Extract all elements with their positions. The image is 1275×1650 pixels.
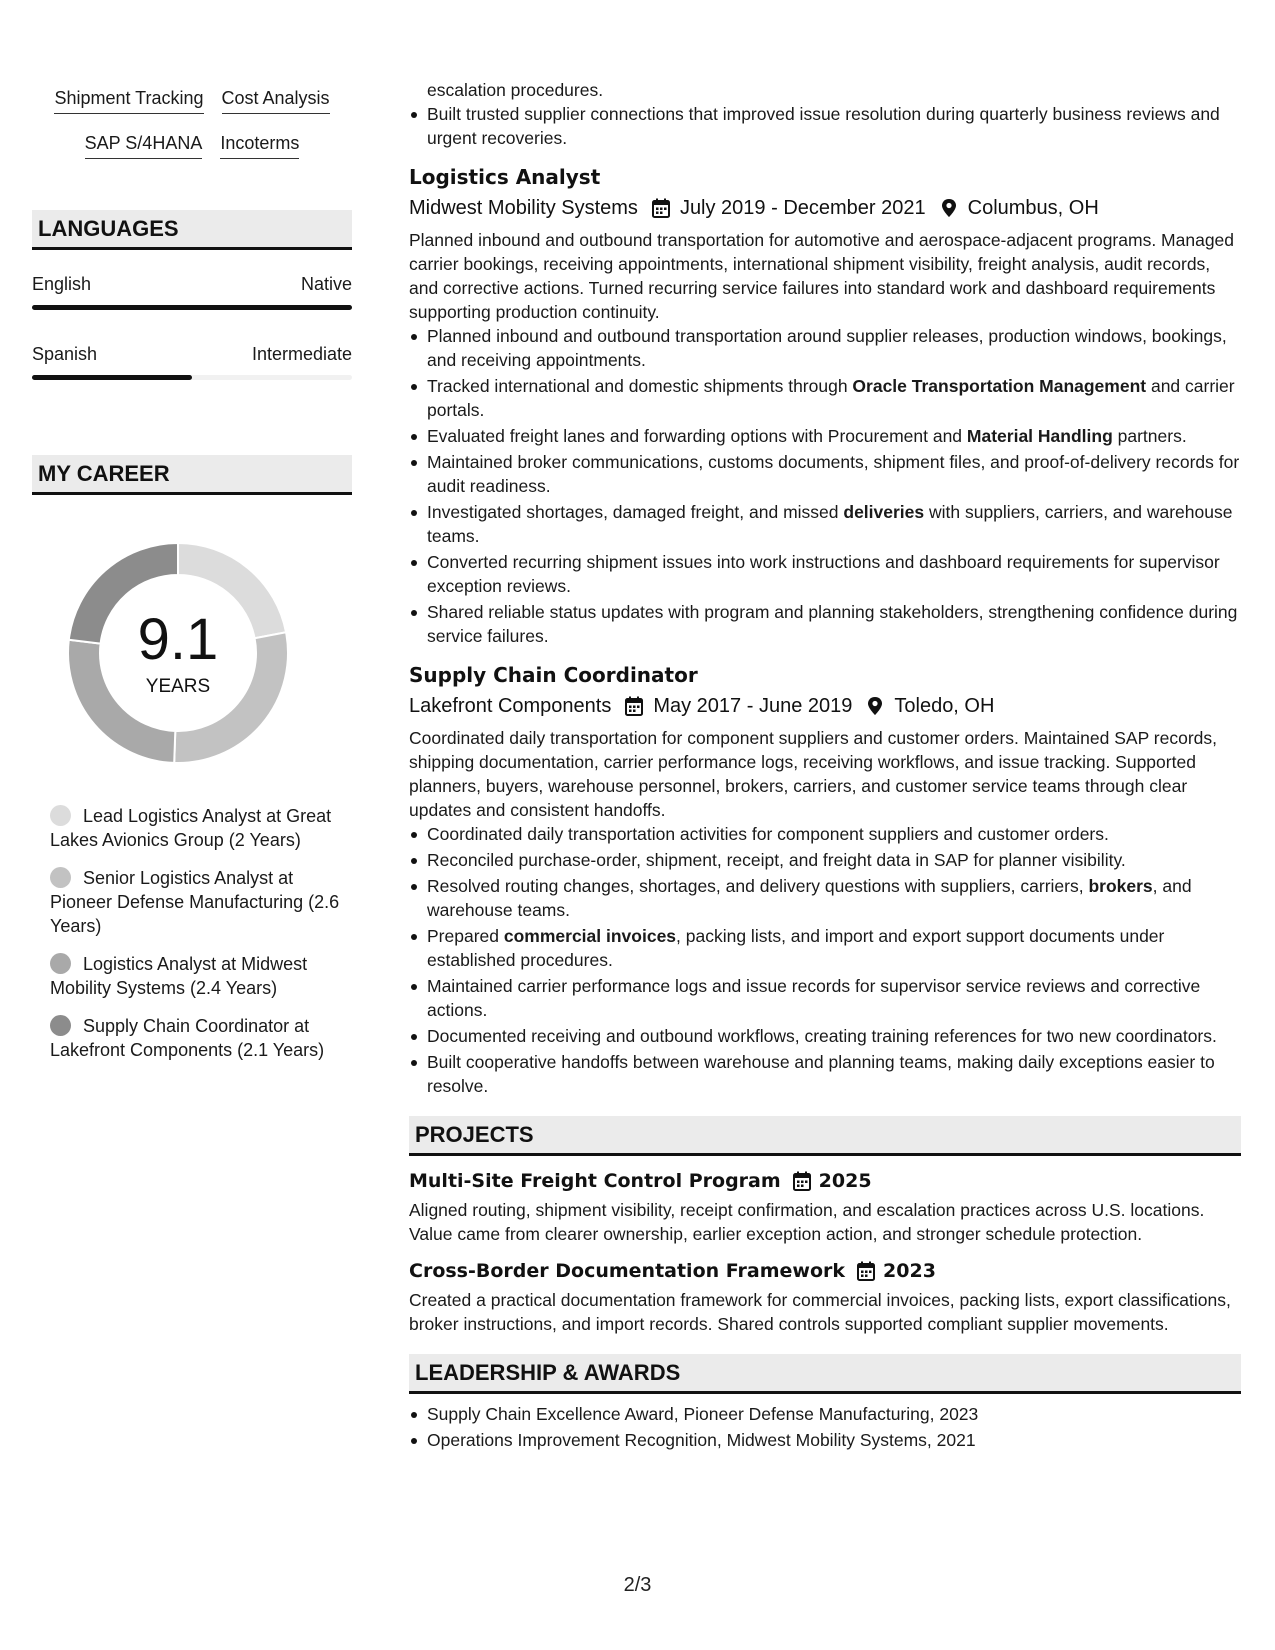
career-heading: MY CAREER — [32, 455, 352, 495]
career-legend-item — [50, 1014, 350, 1062]
prior-job-bullets — [409, 102, 1241, 150]
calendar-icon — [652, 198, 670, 218]
job-location: Columbus, OH — [967, 197, 1099, 219]
bullet-item: Converted recurring shipment issues into work instructions and dashboard requirements for supervisor exception reviews. — [409, 550, 1241, 598]
career-legend — [50, 804, 350, 1076]
calendar-icon — [625, 696, 643, 716]
language-item — [32, 272, 352, 310]
bullet-item: Reconciled purchase-order, shipment, receipt, and freight data in SAP for planner visibility. — [409, 848, 1241, 872]
career-donut-chart — [65, 540, 291, 766]
job-summary: Coordinated daily transportation for component suppliers and customer orders. Maintained SAP records, shipping documentation, carrier performance logs, receiving workflows, and issue tracking. Supported planners, buyers, warehouse personnel, brokers, carriers, and customer service teams through clear updates and consistent handoffs. — [409, 728, 1218, 820]
calendar-icon — [793, 1171, 811, 1191]
project-year: 2023 — [883, 1260, 936, 1282]
skills-row — [32, 86, 352, 131]
legend-label: Senior Logistics Analyst at Pioneer Defense Manufacturing (2.6 Years) — [50, 868, 340, 936]
bullet-item: Built cooperative handoffs between warehouse and planning teams, making daily exceptions easier to resolve. — [409, 1050, 1241, 1098]
language-proficiency-fill — [32, 305, 352, 310]
job-entry — [409, 662, 1241, 1098]
project-title-row — [409, 1258, 1241, 1284]
award-item: Supply Chain Excellence Award, Pioneer Defense Manufacturing, 2023 — [409, 1402, 1241, 1426]
bullet-item: Resolved routing changes, shortages, and delivery questions with suppliers, carriers, brokers, and warehouse teams. — [409, 874, 1241, 922]
language-proficiency-fill — [32, 375, 192, 380]
award-item: Operations Improvement Recognition, Midwest Mobility Systems, 2021 — [409, 1428, 1241, 1452]
projects-heading: PROJECTS — [409, 1116, 1241, 1156]
bullet-item: Shared reliable status updates with program and planning stakeholders, strengthening confidence during service failures. — [409, 600, 1241, 648]
job-summary: Planned inbound and outbound transportation for automotive and aerospace-adjacent programs. Managed carrier bookings, receiving appointments, international shipment visibility, freight analysis, audit records, and corrective actions. Turned recurring service failures into standard work and dashboard requirements supporting production continuity. — [409, 230, 1235, 322]
location-pin-icon — [940, 198, 958, 218]
awards-heading: LEADERSHIP & AWARDS — [409, 1354, 1241, 1394]
job-location: Toledo, OH — [894, 695, 995, 717]
language-proficiency-bar — [32, 375, 352, 380]
right-column — [409, 78, 1241, 1454]
bullet-item: Maintained broker communications, customs documents, shipment files, and proof-of-delivery records for audit readiness. — [409, 450, 1241, 498]
job-bullets — [409, 324, 1241, 648]
job-meta — [409, 692, 1241, 720]
continued-bullet-text: escalation procedures. — [427, 80, 604, 100]
language-level: Intermediate — [251, 344, 352, 364]
skill-tag: Cost Analysis — [222, 86, 330, 114]
job-bullets — [409, 822, 1241, 1098]
skills-section — [32, 86, 352, 176]
bullet-item: Built trusted supplier connections that improved issue resolution during quarterly business reviews and urgent recoveries. — [409, 102, 1241, 150]
bullet-item: Tracked international and domestic shipments through Oracle Transportation Management and carrier portals. — [409, 374, 1241, 422]
location-pin-icon — [866, 696, 884, 716]
legend-label: Lead Logistics Analyst at Great Lakes Avionics Group (2 Years) — [50, 806, 332, 850]
job-title: Logistics Analyst — [409, 165, 601, 189]
bullet-item: Coordinated daily transportation activities for component suppliers and customer orders. — [409, 822, 1241, 846]
legend-dot — [50, 805, 71, 826]
bullet-item: Planned inbound and outbound transportation around supplier releases, production windows, bookings, and receiving appointments. — [409, 324, 1241, 372]
job-dates: July 2019 - December 2021 — [679, 197, 926, 219]
legend-dot — [50, 867, 71, 888]
language-level: Native — [300, 274, 352, 294]
career-legend-item — [50, 866, 350, 938]
project-title: Multi-Site Freight Control Program — [409, 1170, 781, 1192]
bullet-item: Evaluated freight lanes and forwarding options with Procurement and Material Handling partners. — [409, 424, 1241, 448]
calendar-icon — [857, 1261, 875, 1281]
project-entry — [409, 1168, 1241, 1246]
career-legend-item — [50, 804, 350, 852]
job-dates: May 2017 - June 2019 — [653, 695, 853, 717]
bullet-item: Investigated shortages, damaged freight, and missed deliveries with suppliers, carriers, and warehouse teams. — [409, 500, 1241, 548]
page-number: 2/3 — [623, 1574, 652, 1596]
legend-dot — [50, 1015, 71, 1036]
skill-tag: Shipment Tracking — [54, 86, 203, 114]
bullet-item: Prepared commercial invoices, packing lists, and import and export support documents under established procedures. — [409, 924, 1241, 972]
career-years-label: YEARS — [145, 676, 211, 697]
bullet-item: Maintained carrier performance logs and issue records for supervisor service reviews and corrective actions. — [409, 974, 1241, 1022]
job-company: Midwest Mobility Systems — [409, 197, 638, 219]
bullet-item: Documented receiving and outbound workflows, creating training references for two new coordinators. — [409, 1024, 1241, 1048]
job-entry — [409, 164, 1241, 648]
skills-row — [32, 131, 352, 176]
language-item — [32, 342, 352, 380]
legend-dot — [50, 953, 71, 974]
job-company: Lakefront Components — [409, 695, 612, 717]
career-legend-item — [50, 952, 350, 1000]
project-title: Cross-Border Documentation Framework — [409, 1260, 846, 1282]
legend-label: Logistics Analyst at Midwest Mobility Systems (2.4 Years) — [50, 954, 308, 998]
project-entry — [409, 1258, 1241, 1336]
language-name: Spanish — [32, 344, 98, 364]
skill-tag: SAP S/4HANA — [85, 131, 203, 159]
career-total-years: 9.1 — [137, 607, 219, 672]
job-title: Supply Chain Coordinator — [409, 663, 698, 687]
skill-tag: Incoterms — [220, 131, 299, 159]
job-meta — [409, 194, 1241, 222]
project-description: Created a practical documentation framework for commercial invoices, packing lists, export classifications, broker instructions, and import records. Shared controls supported compliant supplier movements. — [409, 1290, 1231, 1334]
languages-heading: LANGUAGES — [32, 210, 352, 250]
project-title-row — [409, 1168, 1241, 1194]
project-description: Aligned routing, shipment visibility, receipt confirmation, and escalation practices across U.S. locations. Value came from clearer ownership, earlier exception action, and stronger schedule protection. — [409, 1200, 1205, 1244]
language-proficiency-bar — [32, 305, 352, 310]
language-name: English — [32, 274, 92, 294]
project-year: 2025 — [818, 1170, 872, 1192]
awards-list — [409, 1402, 1241, 1452]
legend-label: Supply Chain Coordinator at Lakefront Components (2.1 Years) — [50, 1016, 325, 1060]
